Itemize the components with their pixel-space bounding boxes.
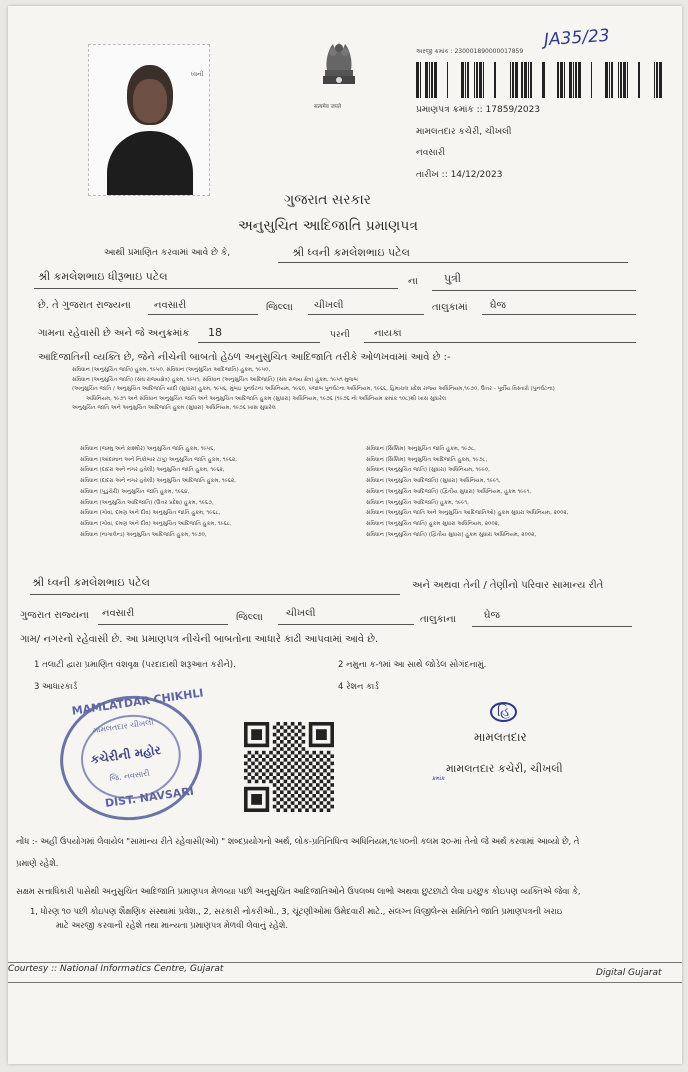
footer-courtesy: Courtesy :: National Informatics Centre, Gujarat xyxy=(8,964,224,974)
certificate-title: અનુસુચિત આદિજાતિ પ્રમાણપત્ર xyxy=(238,218,418,234)
order-item: સંવિધાન (સિક્કિમ) અનુસુચિત આદિજાતિ હુકમ, ૧૯૭૮, xyxy=(366,456,488,463)
photo-signature-note: ધ્વની xyxy=(191,71,204,78)
seal-district-text: જિ. નવસારી xyxy=(109,768,151,784)
basis-item: 1 તલાટી દ્વારા પ્રમાણિત વંશવૃક્ષ (પરદાદાથી શરૂઆત કરીને). xyxy=(34,660,236,670)
order-item: સંવિધાન (અનુસુચિત જાતિ) હુકમ સુધારા અધિનિયમ, ૨૦૦૨, xyxy=(366,520,500,527)
signature-mark: હિ xyxy=(490,702,517,722)
order-item: સંવિધાન (અનુસુચિત આદિજાતિ) (દ્વિતીય સુધારા) અધિનિયમ, હુકમ ૧૯૯૧, xyxy=(366,488,532,495)
order-item: સંવિધાન (ગોવા, દમણ અને દીવ) અનુસુચિત આદિજાતિ હુકમ, ૧૯૬૮, xyxy=(80,520,232,527)
authority-items-2: માટે અરજી કરવાની રહેશે તથા માન્યતા પ્રમાણપત્ર મેળવી લેવાનું રહેશે. xyxy=(56,920,288,930)
order-item: સંવિધાન (જમ્મુ અને કાશ્મીર) અનુસુચિત જાતિ હુકમ, ૧૯૫૬, xyxy=(80,446,216,452)
legal-line: અનુસુચિત જાતિ અને અનુસુચિત આદિજાતિ હુકમ (સુધારા) અધિનિયમ, ૧૯૭૬ ખાસ સુધારેલ xyxy=(72,405,276,412)
handwritten-reference: JA35/23 xyxy=(543,25,611,51)
order-item: સંવિધાન (પુડુચેરી) અનુસુચિત જાતિ હુકમ, ૧૯૬૪, xyxy=(80,488,190,495)
taluka-label: તાલુકામાં xyxy=(432,302,468,313)
district-value: નવસારી xyxy=(154,300,187,311)
taluka-value: ચીખલી xyxy=(314,300,344,311)
basis-item: 2 નમુના ક-૧માં આ સાથે જોડેલ સોગંદનામું. xyxy=(338,660,487,670)
emblem-motto: सत्यमेव जयते xyxy=(314,104,342,110)
seal-bottom-text: DIST. NAVSARI xyxy=(104,784,195,810)
order-item: સંવિધાન (અનુસુચિત આદિજાતિ) હુકમ, ૧૯૯૧, xyxy=(366,499,469,506)
order-item: સંવિધાન (અનુસુચિત આદિજાતિ) (ઉત્તર પ્રદેશ) હુકમ, ૧૯૬૭, xyxy=(80,499,214,506)
office-seal xyxy=(52,687,210,830)
tribe-name: નાયકા xyxy=(374,328,402,339)
legal-line: સંવિધાન (અનુસુચિત જાતિ) હુકમ, ૧૯૫૦, સંવિધાન (અનુસુચિત આદિજાતિ) હુકમ, ૧૯૫૦, xyxy=(72,367,271,373)
village-value: ઘેજ xyxy=(490,300,506,311)
state-label-2: ગુજરાત રાજ્યના xyxy=(20,610,89,621)
order-item: સંવિધાન (અનુસુચિત જાતિ) (દ્વિતીય સુધારા) હુકમ સુધારા અધિનિયમ, ૨૦૦૨, xyxy=(366,531,537,538)
signatory-title: મામલતદાર xyxy=(474,730,527,744)
state-label: છે. તે ગુજરાત રાજ્યના xyxy=(38,300,131,311)
district-label-2: જિલ્લા xyxy=(236,612,263,623)
family-line: અને અથવા તેની / તેણીનો પરિવાર સામાન્ય રીતે xyxy=(412,580,604,591)
basis-item: 3 આધારકાર્ડ xyxy=(34,682,78,692)
holder-name: શ્રી ધ્વની કમલેશભાઇ પટેલ xyxy=(292,246,410,259)
order-item: સંવિધાન (દાદરા અને નગર હવેલી) અનુસુચિત જાતિ હુકમ, ૧૯૬૨, xyxy=(80,467,225,474)
footer-brand: Digital Gujarat xyxy=(596,968,662,978)
order-item: સંવિધાન (આંદામાન અને નિકોબાર ટાપુ) અનુસુચિત જાતિ હુકમ, ૧૯૬૨, xyxy=(80,456,237,463)
issue-date: તારીખ :: 14/12/2023 xyxy=(416,170,503,180)
certify-text: આથી પ્રમાણિત કરવામાં આવે છે કે, xyxy=(104,248,231,258)
serial-number: 18 xyxy=(208,326,222,339)
legal-line: (અનુસુચિત જાતિ / અનુસુચિત આદિજાતિ યાદી (સુધારા) હુકમ, ૧૯૫૬, મુંબઇ પુનર્ઘટના અધિનિયમ, ૧૯૬૦, પંજાબ પુનર્ઘટના અધિનિયમ, ૧૯૬૬, હિમાચલ પ્રદેશ રાજ્ય અધિનિયમ,૧૯૭૦, ઉત્તર - પૂર્વીય વિસ્તારો (પુનર્ઘટના) xyxy=(72,386,555,393)
district-value-2: નવસારી xyxy=(102,608,135,619)
taluka-label-2: તાલુકાના xyxy=(420,614,457,625)
barcode xyxy=(416,62,666,98)
district-label: જિલ્લા xyxy=(266,302,293,313)
authority-items: 1, ધોરણ ૧૦ પછી કોઇપણ શૈક્ષણિક સંસ્થામાં પ્રવેશ., 2, સરકારી નોકરીઓ., 3, ચૂંટણીઓમાં ઉમેદવારી માટે., સંલગ્ન વિજીલેન્સ સમિતિને જાતિ પ્રમાણપત્રની ખરાઇ xyxy=(30,906,563,916)
issuing-office: મામલતદાર કચેરી, ચીખલી xyxy=(416,127,512,137)
ink-mark: ક્રમાંક xyxy=(432,776,445,782)
order-item: સંવિધાન (નાગાલેન્ડ) અનુસુચિત આદિજાતિ હુકમ, ૧૯૭૦, xyxy=(80,531,207,538)
certificate-number: પ્રમાણપત્ર ક્રમાંક :: 17859/2023 xyxy=(416,105,541,115)
authority-text: સક્ષમ સત્તાધિકારી પાસેથી અનુસુચિત આદિજાતિ પ્રમાણપત્ર મેળવ્યા પછી અનુસુચિત આદિજાતિઓને ઉપલબ્ધ લાભો અથવા છુટછાટો લેવા ઇચ્છુક કોઇપણ વ્યક્તિએ જેવા કે, xyxy=(16,886,581,896)
relation-value: પુત્રી xyxy=(444,272,462,285)
order-item: સંવિધાન (દાદરા અને નગર હવેલી) અનુસુચિત આદિજાતિ હુકમ, ૧૯૬૨, xyxy=(80,478,236,485)
order-item: સંવિધાન (અનુસુચિત જાતિ અને અનુસુચિત આદિજાતિઓ) હુકમ સુધારા અધિનિયમ, ૨૦૦૨, xyxy=(366,510,569,517)
na-label: ના xyxy=(408,276,418,287)
issuing-district: નવસારી xyxy=(416,148,446,158)
note-text: નોંધ :- અહીં ઉપયોગમાં લેવાયેલ "સામાન્ય રીતે રહેવાસી(ઓ) " શબ્દપ્રયોગનો અર્થ, લોક-પ્રતિનિધિત્વ અધિનિયમ,૧૯૫૦ની કલમ ૨૦-માં તેનો જે અર્થ કરવામાં આવ્યો છે, તે xyxy=(16,836,580,846)
father-name: શ્રી કમલેશભાઇ ધીરૂભાઇ પટેલ xyxy=(38,270,168,283)
seal-center-text: કચેરીની મહોર xyxy=(89,742,162,767)
orders-right xyxy=(366,444,568,540)
taluka-value-2: ચીખલી xyxy=(286,608,316,619)
resident-label: ગામના રહેવાસી છે અને જે અનુક્રમાંક xyxy=(38,328,190,339)
government-title: ગુજરાત સરકાર xyxy=(284,192,371,208)
basis-text: ગામ/ નગરનો રહેવાસી છે. આ પ્રમાણપત્ર નીચેની બાબતોના આધારે કાઢી આપવામાં આવે છે. xyxy=(20,634,379,645)
signatory-office: મામલતદાર કચેરી, ચીખલી xyxy=(446,762,563,775)
seal-gujarati-text: મામલતદાર ચીખલી xyxy=(92,717,155,736)
qr-code xyxy=(244,720,334,814)
barcode-label: અરજી ક્રમાંક : 230001890000017859 xyxy=(416,48,524,55)
legal-provisions xyxy=(72,366,555,414)
legal-line: અધિનિયમ, ૧૯૭૧ અને સંવિધાન અનુસુચિત જાતિ અને અનુસુચિત આદિજાતિ હુકમ (સુધારા) અધિનિયમ, ૧૯૭૬ (૧૯૭૬ નો અધિનિયમ ક્રમાંક ૧૦૮)થી ખાસ સુધારેલ xyxy=(86,395,447,402)
applicant-photo xyxy=(88,44,210,196)
legal-line: સંવિધાન (અનુસુચિત જાતિ) (સંઘ રાજ્યક્ષેત્ર) હુકમ, ૧૯૫૧, સંવિધાન (અનુસુચિત આદિજાતિ) (સંઘ રાજ્ય ક્ષેત્ર) હુકમ, ૧૯૫૧ મુજબ xyxy=(72,376,358,383)
order-item: સંવિધાન (ગોવા, દમણ અને દીવ) અનુસુચિત જાતિ હુકમ, ૧૯૬૮, xyxy=(80,510,221,517)
order-item: સંવિધાન (અનુસુચિત જાતિ) (સુધારા) અધિનિયમ, ૧૯૯૦, xyxy=(366,467,490,474)
note-text-2: પ્રમાણે રહેશે. xyxy=(16,858,59,868)
village-value-2: ઘેજ xyxy=(484,610,500,621)
seal-top-text: MAMLATDAR CHIKHLI xyxy=(71,686,205,718)
par-ni-label: પરની xyxy=(330,330,350,340)
order-item: સંવિધાન (અનુસુચિત આદિજાતિ) (સુધારા) અધિનિયમ, ૧૯૯૧, xyxy=(366,478,501,485)
holder-name-repeat: શ્રી ધ્વની કમલેશભાઇ પટેલ xyxy=(32,576,150,589)
orders-left xyxy=(80,444,237,540)
order-item: સંવિધાન (સિક્કિમ) અનુસુચિત જાતિ હુકમ, ૧૯૭૮, xyxy=(366,446,476,452)
recognition-text: આદિજાતિની વ્યક્તિ છે, જેને નીચેની બાબતો હેઠળ અનુસુચિત આદિજાતિ તરીકે ઓળખવામાં આવે છે :- xyxy=(38,352,451,363)
certificate-page xyxy=(8,6,682,1064)
national-emblem-icon xyxy=(311,36,367,104)
basis-item: 4 રેશન કાર્ડ xyxy=(338,682,379,692)
